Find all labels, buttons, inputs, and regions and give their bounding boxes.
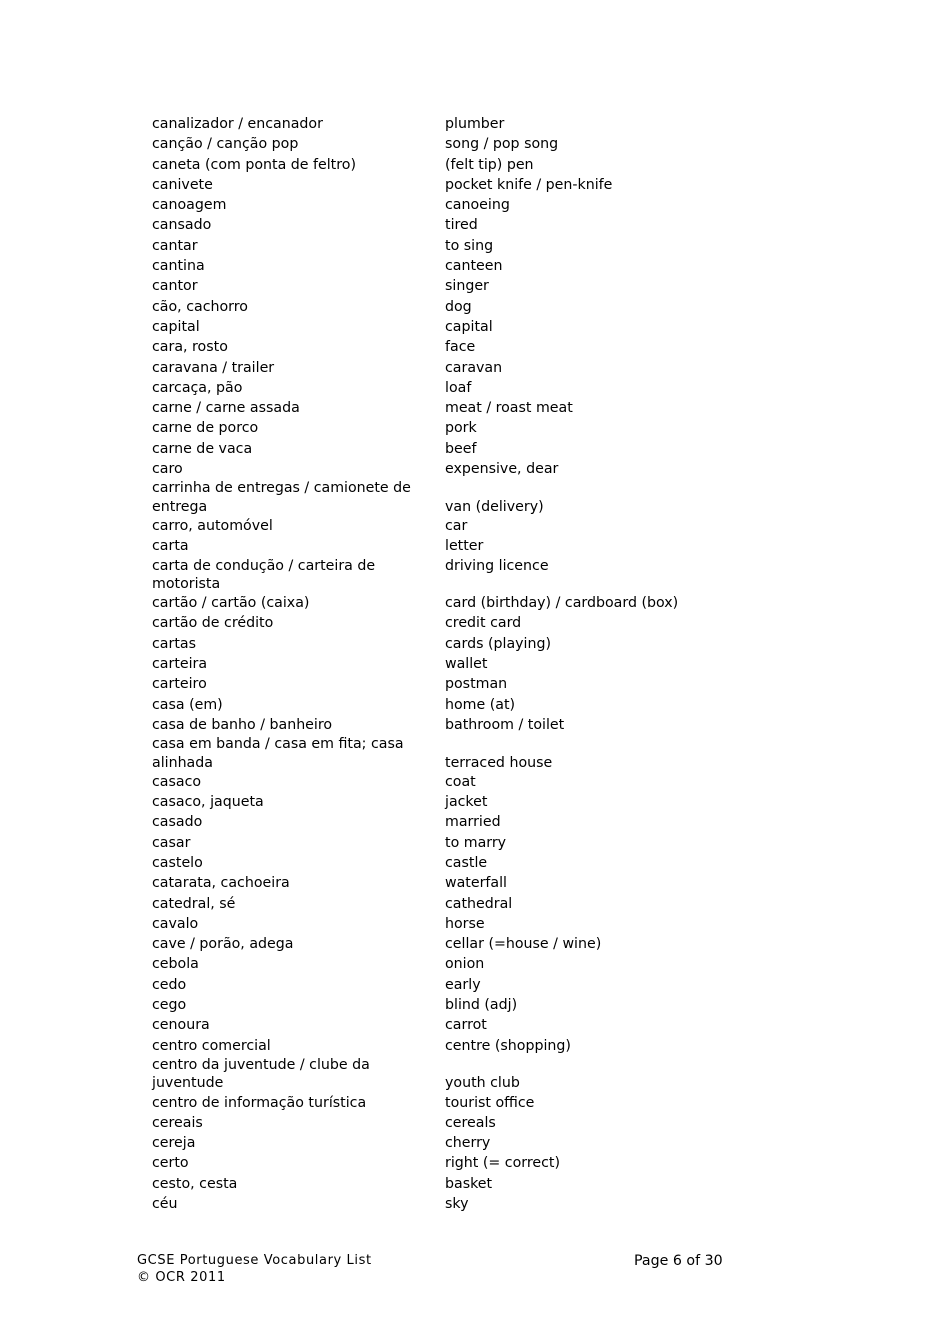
english-translation: centre (shopping) (445, 1037, 571, 1054)
portuguese-term: carcaça, pão (152, 379, 243, 396)
portuguese-term: cantor (152, 278, 198, 295)
english-translation: expensive, dear (445, 461, 559, 478)
vocab-row (152, 1174, 712, 1194)
portuguese-term: catarata, cachoeira (152, 875, 290, 892)
vocab-row (152, 613, 712, 633)
portuguese-term: casaco (152, 773, 202, 790)
portuguese-term: centro de informação turística (152, 1094, 367, 1111)
vocab-row (152, 1194, 712, 1214)
vocab-row (152, 479, 712, 516)
english-translation: waterfall (445, 875, 507, 892)
english-translation: to sing (445, 237, 494, 254)
english-translation: dog (445, 298, 472, 315)
footer-copyright: © OCR 2011 (137, 1269, 226, 1285)
portuguese-term: carteiro (152, 676, 207, 693)
portuguese-term: carta (152, 538, 189, 555)
english-translation: capital (445, 318, 493, 335)
vocab-row (152, 256, 712, 276)
english-translation: sky (445, 1196, 469, 1213)
english-translation: driving licence (445, 557, 549, 574)
english-translation: meat / roast meat (445, 400, 573, 417)
portuguese-term: castelo (152, 854, 203, 871)
english-translation: car (445, 517, 468, 534)
portuguese-term: caro (152, 461, 183, 478)
english-translation: cards (playing) (445, 635, 552, 652)
vocab-row (152, 1093, 712, 1113)
vocab-row (152, 418, 712, 438)
portuguese-term: canivete (152, 176, 213, 193)
portuguese-term: cansado (152, 217, 212, 234)
portuguese-term: catedral, sé (152, 895, 236, 912)
vocab-row (152, 276, 712, 296)
vocab-row (152, 398, 712, 418)
vocab-row (152, 954, 712, 974)
portuguese-term: carne / carne assada (152, 400, 300, 417)
portuguese-term: casa (em) (152, 696, 223, 713)
portuguese-term: canoagem (152, 197, 227, 214)
english-translation: postman (445, 676, 508, 693)
english-translation: beef (445, 440, 477, 457)
vocab-row (152, 873, 712, 893)
vocab-row (152, 317, 712, 337)
vocab-row (152, 337, 712, 357)
footer-title: GCSE Portuguese Vocabulary List (137, 1253, 372, 1268)
vocab-row (152, 593, 712, 613)
vocab-row (152, 1036, 712, 1056)
portuguese-term: carteira (152, 656, 208, 673)
portuguese-term: casa em banda / casa em fita; casa alinhada (152, 736, 404, 771)
portuguese-term: canção / canção pop (152, 136, 299, 153)
english-translation: van (delivery) (445, 498, 544, 515)
vocab-row (152, 833, 712, 853)
vocab-row (152, 114, 712, 134)
vocab-row (152, 654, 712, 674)
portuguese-term: canalizador / encanador (152, 116, 323, 132)
portuguese-term: casado (152, 814, 203, 831)
vocab-row (152, 914, 712, 934)
english-translation: pork (445, 420, 477, 437)
english-translation: cereals (445, 1114, 496, 1131)
english-translation: basket (445, 1175, 493, 1192)
portuguese-term: caravana / trailer (152, 359, 275, 376)
portuguese-term: cenoura (152, 1017, 210, 1034)
vocab-row (152, 975, 712, 995)
vocab-row (152, 1056, 712, 1093)
vocab-row (152, 557, 712, 594)
english-translation: bathroom / toilet (445, 716, 565, 733)
english-translation: caravan (445, 359, 503, 376)
vocab-row (152, 134, 712, 154)
english-translation: youth club (445, 1075, 520, 1092)
vocab-row (152, 358, 712, 378)
english-translation: to marry (445, 834, 507, 851)
english-translation: singer (445, 278, 489, 295)
portuguese-term: cara, rosto (152, 339, 228, 356)
portuguese-term: centro comercial (152, 1037, 271, 1054)
portuguese-term: carro, automóvel (152, 517, 273, 534)
page-number: Page 6 of 30 (634, 1253, 723, 1269)
english-translation: blind (adj) (445, 997, 518, 1014)
vocab-row (152, 1153, 712, 1173)
english-translation: married (445, 814, 501, 831)
portuguese-term: casa de banho / banheiro (152, 716, 333, 733)
vocab-row (152, 155, 712, 175)
english-translation: tourist office (445, 1094, 535, 1111)
english-translation: face (445, 339, 476, 356)
footer (137, 1253, 372, 1286)
portuguese-term: cego (152, 997, 187, 1014)
vocab-row (152, 378, 712, 398)
english-translation: loaf (445, 379, 472, 396)
vocab-row (152, 1133, 712, 1153)
english-translation: terraced house (445, 754, 553, 771)
portuguese-term: carta de condução / carteira de motorista (152, 557, 376, 592)
vocab-row (152, 1113, 712, 1133)
vocab-row (152, 236, 712, 256)
vocab-row (152, 297, 712, 317)
english-translation: plumber (445, 116, 505, 132)
portuguese-term: céu (152, 1196, 178, 1213)
english-translation: wallet (445, 656, 488, 673)
english-translation: castle (445, 854, 488, 871)
portuguese-term: cartão de crédito (152, 615, 274, 632)
vocab-row (152, 516, 712, 536)
english-translation: cellar (=house / wine) (445, 936, 602, 953)
vocabulary-table (152, 114, 712, 1214)
english-translation: pocket knife / pen-knife (445, 176, 613, 193)
portuguese-term: cão, cachorro (152, 298, 248, 315)
english-translation: home (at) (445, 696, 516, 713)
vocab-row (152, 1015, 712, 1035)
vocab-row (152, 674, 712, 694)
english-translation: canteen (445, 258, 503, 275)
english-translation: letter (445, 538, 484, 555)
english-translation: right (= correct) (445, 1155, 560, 1172)
portuguese-term: cavalo (152, 915, 199, 932)
english-translation: cathedral (445, 895, 513, 912)
portuguese-term: carrinha de entregas / camionete de entrega (152, 480, 411, 515)
vocab-row (152, 853, 712, 873)
english-translation: (felt tip) pen (445, 156, 534, 173)
portuguese-term: caneta (com ponta de feltro) (152, 156, 356, 173)
english-translation: card (birthday) / cardboard (box) (445, 595, 679, 612)
vocab-row (152, 215, 712, 235)
english-translation: carrot (445, 1017, 487, 1034)
vocab-row (152, 634, 712, 654)
portuguese-term: casaco, jaqueta (152, 794, 264, 811)
portuguese-term: cereais (152, 1114, 203, 1131)
portuguese-term: certo (152, 1155, 189, 1172)
portuguese-term: cedo (152, 976, 187, 993)
portuguese-term: cave / porão, adega (152, 936, 294, 953)
vocab-row (152, 695, 712, 715)
vocab-row (152, 195, 712, 215)
portuguese-term: carne de porco (152, 420, 259, 437)
portuguese-term: cartão / cartão (caixa) (152, 595, 310, 612)
vocab-row (152, 812, 712, 832)
vocab-row (152, 459, 712, 479)
english-translation: coat (445, 773, 476, 790)
portuguese-term: cesto, cesta (152, 1175, 238, 1192)
vocab-row (152, 894, 712, 914)
vocab-row (152, 772, 712, 792)
english-translation: credit card (445, 615, 522, 632)
english-translation: early (445, 976, 481, 993)
portuguese-term: casar (152, 834, 191, 851)
portuguese-term: cebola (152, 956, 199, 973)
english-translation: canoeing (445, 197, 510, 214)
english-translation: horse (445, 915, 485, 932)
portuguese-term: centro da juventude / clube da juventude (152, 1056, 370, 1092)
portuguese-term: cereja (152, 1135, 196, 1152)
portuguese-term: cartas (152, 635, 196, 652)
vocab-row (152, 735, 712, 772)
vocab-row (152, 715, 712, 735)
portuguese-term: cantar (152, 237, 198, 254)
vocab-row (152, 439, 712, 459)
vocab-row (152, 175, 712, 195)
english-translation: tired (445, 217, 478, 234)
vocab-row (152, 934, 712, 954)
english-translation: onion (445, 956, 485, 973)
english-translation: song / pop song (445, 136, 559, 153)
vocab-row (152, 995, 712, 1015)
english-translation: jacket (445, 794, 488, 811)
english-translation: cherry (445, 1135, 491, 1152)
portuguese-term: capital (152, 318, 200, 335)
portuguese-term: carne de vaca (152, 440, 253, 457)
vocab-row (152, 536, 712, 556)
vocab-row (152, 792, 712, 812)
portuguese-term: cantina (152, 258, 205, 275)
